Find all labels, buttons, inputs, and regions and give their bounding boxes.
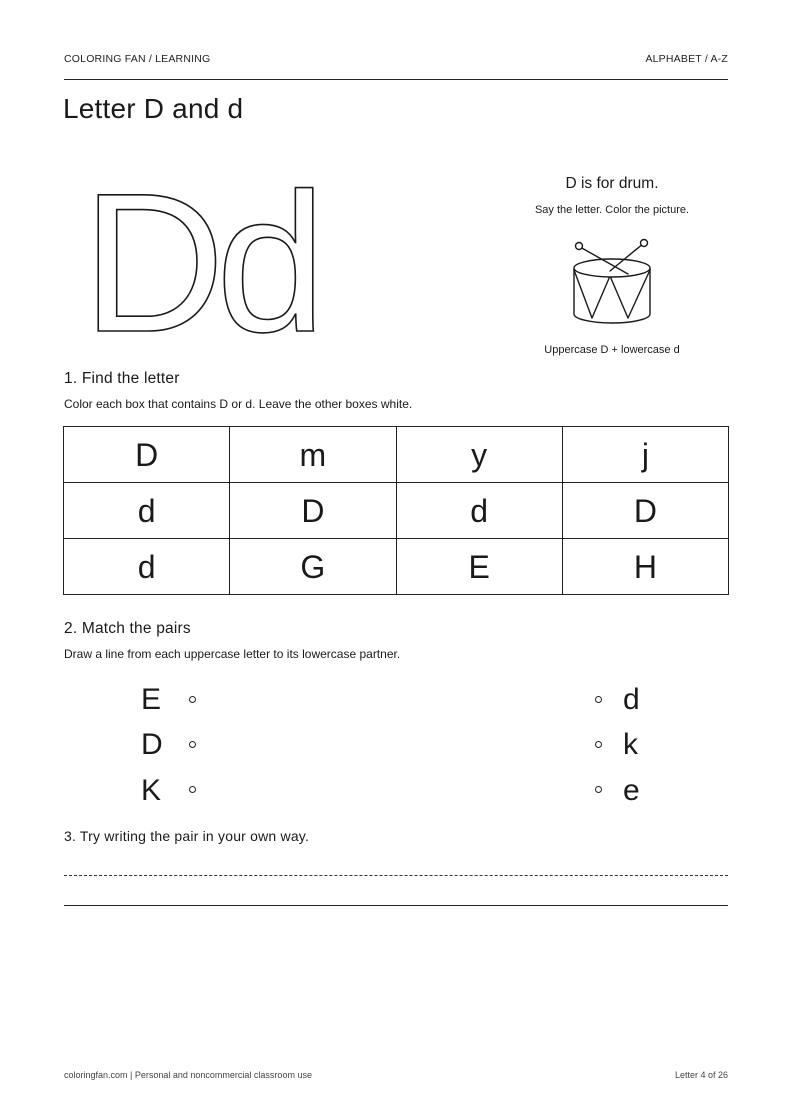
section1-instruction: Color each box that contains D or d. Leave the other boxes white. [64, 397, 413, 411]
section3-title: 3. Try writing the pair in your own way. [64, 828, 310, 844]
page-title: Letter D and d [63, 93, 244, 124]
writing-guide-dashed[interactable] [64, 875, 728, 876]
grid-row [64, 483, 729, 539]
grid-cell[interactable]: H [562, 539, 728, 595]
footer-credit: coloringfan.com | Personal and noncommercial classroom use [64, 1070, 312, 1080]
match-right-dot[interactable] [595, 786, 602, 793]
grid-row [64, 539, 729, 595]
grid-cell[interactable]: m [230, 427, 396, 483]
match-left-letter: E [141, 683, 162, 716]
match-right-letter: k [623, 728, 638, 761]
match-right-letter: d [623, 683, 640, 716]
outline-letter-upper: D [82, 168, 225, 348]
match-left-dot[interactable] [189, 741, 196, 748]
outline-letter-lower: d [216, 168, 327, 348]
grid-cell[interactable]: E [396, 539, 562, 595]
match-right-dot[interactable] [595, 696, 602, 703]
grid-cell[interactable]: y [396, 427, 562, 483]
match-left-dot[interactable] [189, 696, 196, 703]
grid-cell[interactable]: G [230, 539, 396, 595]
grid-cell[interactable]: j [562, 427, 728, 483]
match-left-letter: K [141, 774, 162, 807]
grid-cell[interactable]: d [64, 483, 230, 539]
match-left-dot[interactable] [189, 786, 196, 793]
grid-cell[interactable]: d [396, 483, 562, 539]
outline-letters [78, 168, 348, 348]
grid-cell[interactable]: D [230, 483, 396, 539]
writing-baseline[interactable] [64, 905, 728, 906]
header-divider [64, 79, 728, 80]
picture-card-caption: Uppercase D + lowercase d [544, 344, 680, 356]
match-left-letter: D [141, 728, 163, 761]
match-right-letter: e [623, 774, 640, 807]
grid-row [64, 427, 729, 483]
picture-card-title: D is for drum. [565, 175, 659, 192]
grid-cell[interactable]: d [64, 539, 230, 595]
grid-cell[interactable]: D [64, 427, 230, 483]
drum-icon [560, 234, 664, 328]
section2-instruction: Draw a line from each uppercase letter to its lowercase partner. [64, 647, 401, 661]
picture-card-subtitle: Say the letter. Color the picture. [534, 204, 690, 216]
page-indicator: Letter 4 of 26 [674, 1070, 728, 1080]
grid-cell[interactable]: D [562, 483, 728, 539]
section1-title: 1. Find the letter [64, 370, 180, 387]
letter-grid [63, 426, 729, 595]
section2-title: 2. Match the pairs [64, 620, 191, 637]
site-breadcrumb: COLORING FAN / LEARNING [64, 53, 211, 65]
match-right-dot[interactable] [595, 741, 602, 748]
series-label: ALPHABET / A-Z [645, 53, 728, 65]
